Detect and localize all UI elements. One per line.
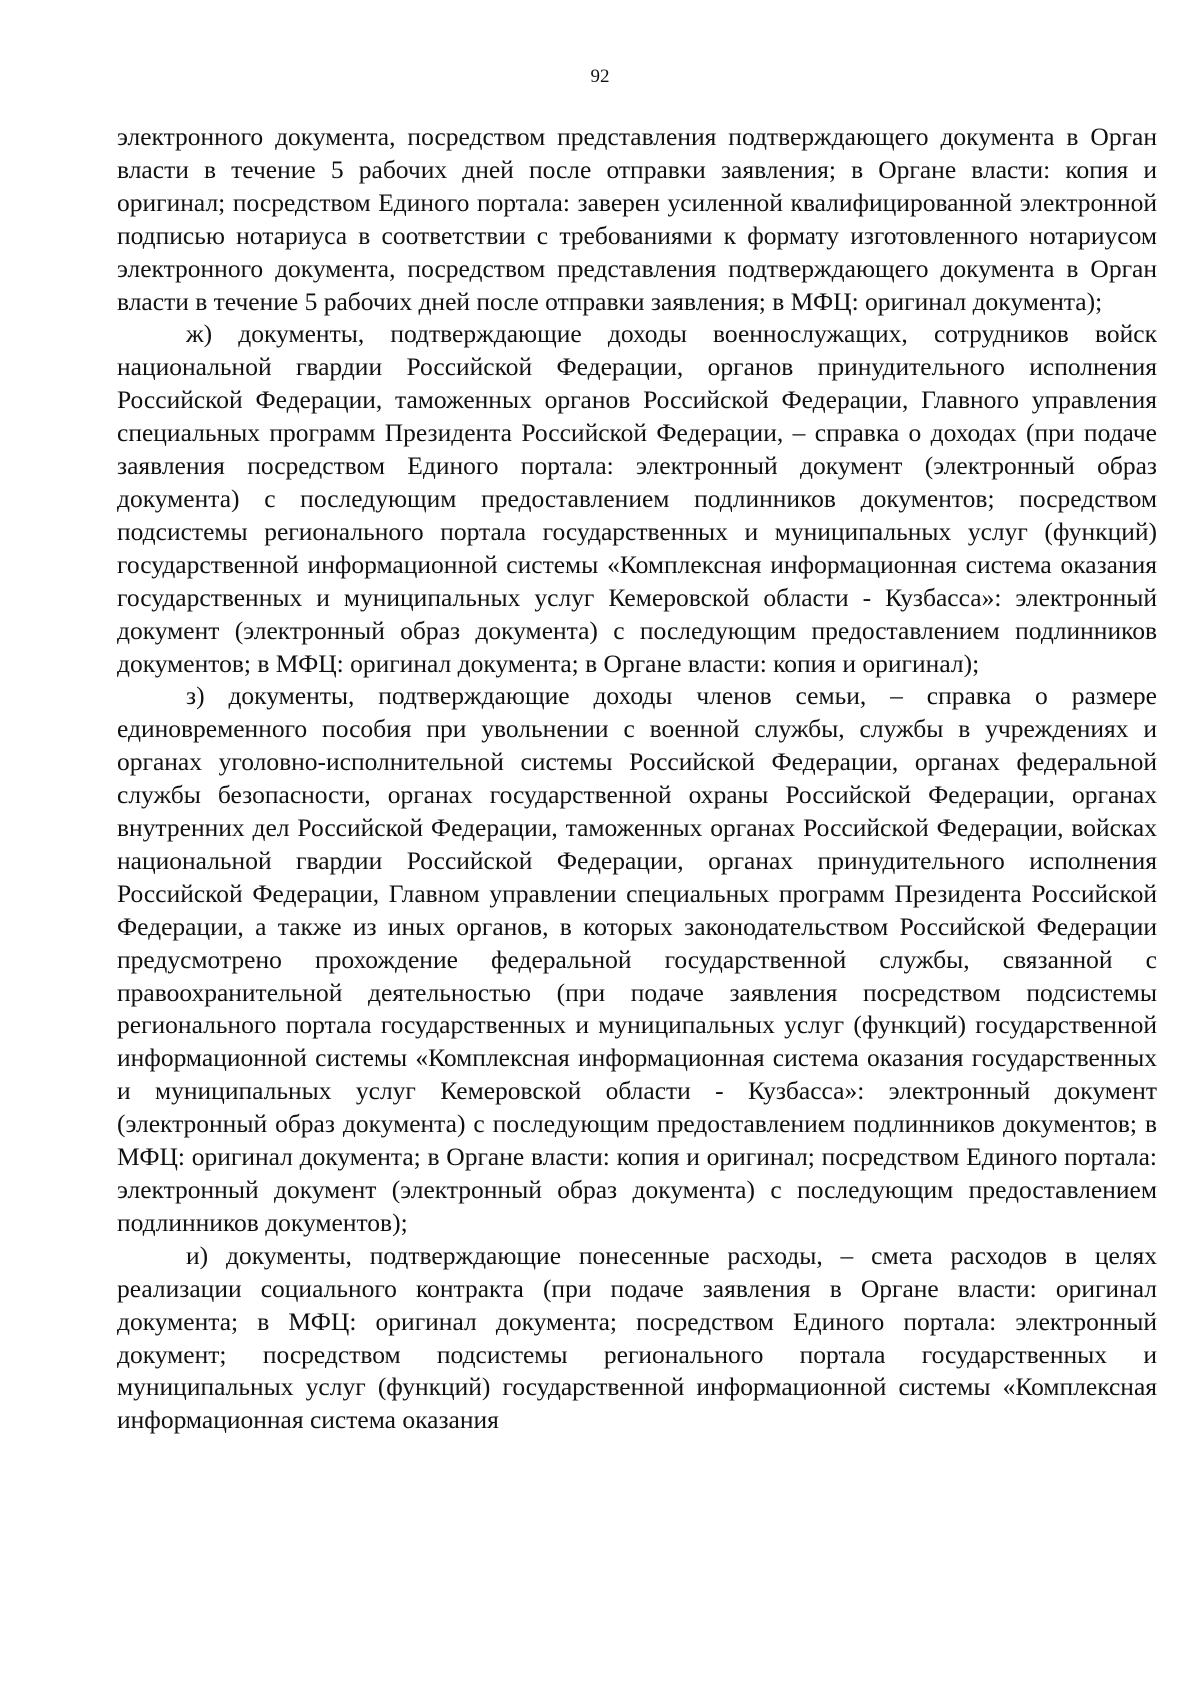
page-number: 92	[590, 66, 610, 87]
paragraph-item-zh: ж) документы, подтверждающие доходы военнослужащих, сотрудников войск национальной гвардии Российской Федерации, органов принудительного исполнения Российской Федерации, таможенных органов Российской Федерации, Главного управления специальных программ Президента Российской Федерации, – справка о доходах (при подаче заявления посредством Единого портала: электронный документ (электронный образ документа) с последующим предоставлением подлинников документов; посредством подсистемы регионального портала государственных и муниципальных услуг (функций) государственной информационной системы «Комплексная информационная система оказания государственных и муниципальных услуг Кемеровской области - Кузбасса»: электронный документ (электронный образ документа) с последующим предоставлением подлинников документов; в МФЦ: оригинал документа; в Органе власти: копия и оригинал);	[117, 319, 1157, 678]
paragraph-item-i: и) документы, подтверждающие понесенные расходы, – смета расходов в целях реализации социального контракта (при подаче заявления в Органе власти: оригинал документа; в МФЦ: оригинал документа; посредством Единого портала: электронный документ; посредством подсистемы регионального портала государственных и муниципальных услуг (функций) государственной информационной системы «Комплексная информационная система оказания	[117, 1240, 1157, 1435]
paragraph-item-z: з) документы, подтверждающие доходы членов семьи, – справка о размере единовременного пособия при увольнении с военной службы, службы в учреждениях и органах уголовно-исполнительной системы Российской Федерации, органах федеральной службы безопасности, органах государственной охраны Российской Федерации, органах внутренних дел Российской Федерации, таможенных органах Российской Федерации, войсках национальной гвардии Российской Федерации, органах принудительного исполнения Российской Федерации, Главном управлении специальных программ Президента Российской Федерации, а также из иных органов, в которых законодательством Российской Федерации предусмотрено прохождение федеральной государственной службы, связанной с правоохранительной деятельностью (при подаче заявления посредством подсистемы регионального портала государственных и муниципальных услуг (функций) государственной информационной системы «Комплексная информационная система оказания государственных и муниципальных услуг Кемеровской области - Кузбасса»: электронный документ (электронный образ документа) с последующим предоставлением подлинников документов; в МФЦ: оригинал документа; в Органе власти: копия и оригинал; посредством Единого портала: электронный документ (электронный образ документа) с последующим предоставлением подлинников документов);	[117, 681, 1157, 1237]
paragraph-continuation: электронного документа, посредством представления подтверждающего документа в Орган власти в течение 5 рабочих дней после отправки заявления; в Органе власти: копия и оригинал; посредством Единого портала: заверен усиленной квалифицированной электронной подписью нотариуса в соответствии с требованиями к формату изготовленного нотариусом электронного документа, посредством представления подтверждающего документа в Орган власти в течение 5 рабочих дней после отправки заявления; в МФЦ: оригинал документа);	[117, 122, 1157, 316]
document-body	[117, 121, 1157, 1437]
